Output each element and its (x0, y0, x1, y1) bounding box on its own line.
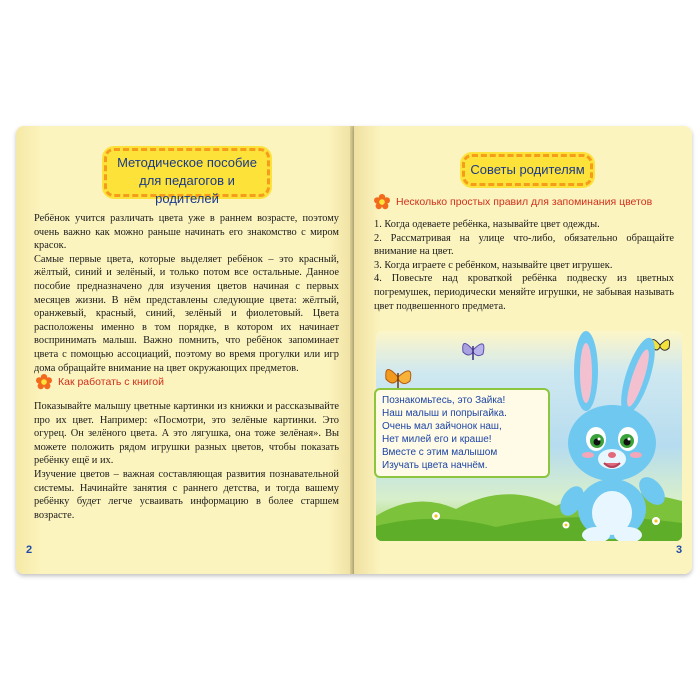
left-title-line2: для педагогов и родителей (139, 173, 235, 206)
right-subheading (374, 194, 652, 210)
poem-line: Изучать цвета начнём. (382, 460, 488, 471)
page-number-left: 2 (26, 544, 33, 556)
left-page (16, 126, 354, 574)
left-subheading-text: Как работать с книгой (58, 376, 164, 388)
flower-icon (374, 194, 390, 210)
page-number-right: 3 (676, 544, 683, 556)
poem-line: Наш малыш и попрыгайка. (382, 408, 507, 419)
right-subheading-text: Несколько простых правил для запоминания цветов (396, 196, 653, 208)
poem-line: Познакомьтесь, это Зайка! (382, 395, 506, 406)
left-intro-text (34, 212, 339, 375)
rules-list (374, 218, 674, 313)
left-howto-text (34, 400, 339, 522)
left-title-box (104, 148, 270, 206)
right-title-box (462, 154, 593, 186)
left-subheading (36, 374, 164, 390)
butterfly-icon (463, 343, 484, 360)
paragraph: Ребёнок учится различать цвета уже в раннем возрасте, поэтому очень важно как можно раньше начинать его знакомство с миром красок. (34, 213, 339, 252)
flower-icon (36, 374, 52, 390)
paragraph: Показывайте малышу цветные картинки из книжки и рассказывайте про их цвет. Например: «Посмотри, это зелёные картинки. Это огурец. Он зелёного цвета. А это лягушка, она тоже зелёная». Вы можете положить рядом игрушки разных цветов, чтобы показать ребёнку ещё и их. (34, 401, 339, 467)
poem-line: Вместе с этим малышом (382, 447, 498, 458)
butterfly-icon (386, 369, 411, 389)
right-page (354, 126, 692, 574)
poem-line: Нет милей его и краше! (382, 434, 492, 445)
rule-item: 3. Когда играете с ребёнком, называйте цвет игрушек. (374, 259, 613, 271)
paragraph: Самые первые цвета, которые выделяет ребёнок – это красный, жёлтый, синий и зелёный, и только потом все остальные. Данное пособие предназначено для изучения цветов начиная с первых месяцев жизни. В нём представлены следующие цвета: жёлтый, оранжевый, красный, синий, зелёный и фиолетовый. Цвета расположены именно в том порядке, в котором их начинает воспринимать малыш. Важно помнить, что ребёнок запоминает цвета с помощью ассоциаций, поэтому во время прогулки или игр дома обращайте внимание на цвет окружающих предметов. (34, 253, 339, 374)
poem-box (374, 388, 550, 478)
open-book (8, 120, 692, 580)
paragraph: Изучение цветов – важная составляющая развития познавательной системы. Начинайте занятия с раннего детства, и тогда вашему ребёнку будет легче усваивать информацию в более старшем возрасте. (34, 468, 339, 521)
left-title-line1: Методическое пособие (117, 155, 257, 170)
right-title: Советы родителям (470, 162, 585, 177)
rule-item: 1. Когда одеваете ребёнка, называйте цвет одежды. (374, 219, 600, 230)
rule-item: 4. Повесьте над кроваткой ребёнка подвеску из цветных погремушек, периодически меняйте игрушки, не забывая называть цвет подвешенного предмета. (374, 273, 674, 312)
rule-item: 2. Рассматривая на улице что-либо, обязательно обращайте внимание на цвет. (374, 232, 674, 258)
poem-line: Очень мал зайчонок наш, (382, 421, 502, 432)
